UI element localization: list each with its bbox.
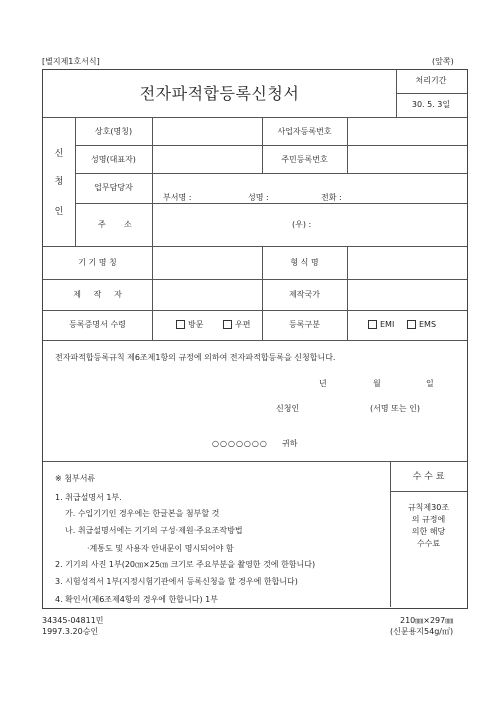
checkbox-emi[interactable] [368, 320, 377, 329]
label-representative: 성명(대표자) [91, 155, 136, 164]
attachment-item-4: 4. 확인서(제6조제4항의 경우에 한합니다) 1부 [55, 595, 218, 604]
date-month: 월 [373, 379, 381, 388]
option-visit: 방문 [188, 320, 204, 329]
label-model: 형 식 명 [290, 258, 319, 267]
label-phone: 전화 : [321, 193, 342, 202]
label-address-2: 소 [124, 220, 132, 229]
date-year: 년 [319, 379, 327, 388]
checkbox-ems[interactable] [407, 320, 416, 329]
attachment-item-1: 1. 취급설명서 1부. [55, 493, 122, 502]
page-side: (앞쪽) [432, 57, 454, 66]
footer-size: 210㎜×297㎜ [400, 616, 454, 625]
option-emi: EMI [380, 320, 395, 329]
side-label-3: 인 [54, 207, 64, 217]
checkbox-visit[interactable] [176, 320, 185, 329]
applicant-label: 신청인 [276, 404, 300, 413]
label-postal: (우) : [292, 220, 312, 229]
label-dept: 부서명 : [163, 193, 192, 202]
label-device-name: 기 기 명 칭 [78, 258, 117, 267]
fee-label: 수 수 료 [412, 472, 445, 482]
date-day: 일 [426, 379, 434, 388]
label-country: 제작국가 [289, 290, 320, 299]
form-id: [별지제1호서식] [42, 57, 100, 66]
attachments-header: ※ 첨부서류 [55, 474, 96, 483]
processing-label: 처리기간 [415, 76, 447, 85]
attachment-item-1a: 가. 수입기기인 경우에는 한글본을 첨부할 것 [65, 509, 220, 518]
option-ems: EMS [419, 320, 437, 329]
label-trade-name: 상호(명칭) [94, 127, 133, 136]
label-maker: 제 작 자 [73, 290, 122, 299]
label-resident-no: 주민등록번호 [281, 155, 328, 164]
side-label-2: 청 [54, 177, 64, 187]
fee-text-2: 의 규정에 [411, 515, 446, 524]
addressee: ○○○○○○○ [212, 439, 268, 448]
attachment-item-3: 3. 시험성적서 1부(지정시험기관에서 등록신청을 할 경우에 한합니다) [55, 577, 298, 586]
fee-text-1: 규칙제30조 [407, 503, 450, 512]
footer-paper: (신문용지54g/㎡) [390, 627, 454, 636]
attachment-item-2: 2. 기기의 사진 1부(20㎝×25㎝ 크기로 주요부분을 촬영한 것에 한함니다) [55, 560, 316, 569]
addressee-suffix: 귀하 [282, 439, 298, 448]
footer-code: 34345-04811민 [42, 616, 104, 625]
label-business-no: 사업자등록번호 [277, 127, 332, 136]
footer-approved: 1997.3.20승인 [42, 627, 99, 636]
attachment-item-1c: ·계통도 및 사용자 안내문이 명시되어야 함 [87, 544, 234, 553]
fee-text-3: 의한 해당 [411, 527, 446, 536]
side-label-1: 신 [54, 149, 64, 159]
label-cert-receive: 등록증명서 수령 [69, 320, 126, 329]
fee-text-4: 수수료 [416, 539, 441, 548]
form-title: 전자파적합등록신청서 [139, 84, 300, 103]
label-reg-type: 등록구분 [289, 320, 320, 329]
label-contact-name: 성명 : [248, 193, 269, 202]
option-mail: 우편 [235, 320, 251, 329]
checkbox-mail[interactable] [223, 320, 232, 329]
attachment-item-1b: 나. 취급설명서에는 기기의 구성·제원·주요조작방법 [65, 526, 243, 535]
processing-value: 30. 5. 3일 [411, 100, 451, 109]
sign-label: (서명 또는 인) [370, 404, 420, 413]
label-address-1: 주 [98, 220, 106, 229]
label-contact-person: 업무담당자 [94, 183, 133, 192]
statement-text: 전자파적합등록규칙 제6조제1항의 규정에 의하여 전자파적합등록을 신청합니다. [55, 353, 336, 362]
